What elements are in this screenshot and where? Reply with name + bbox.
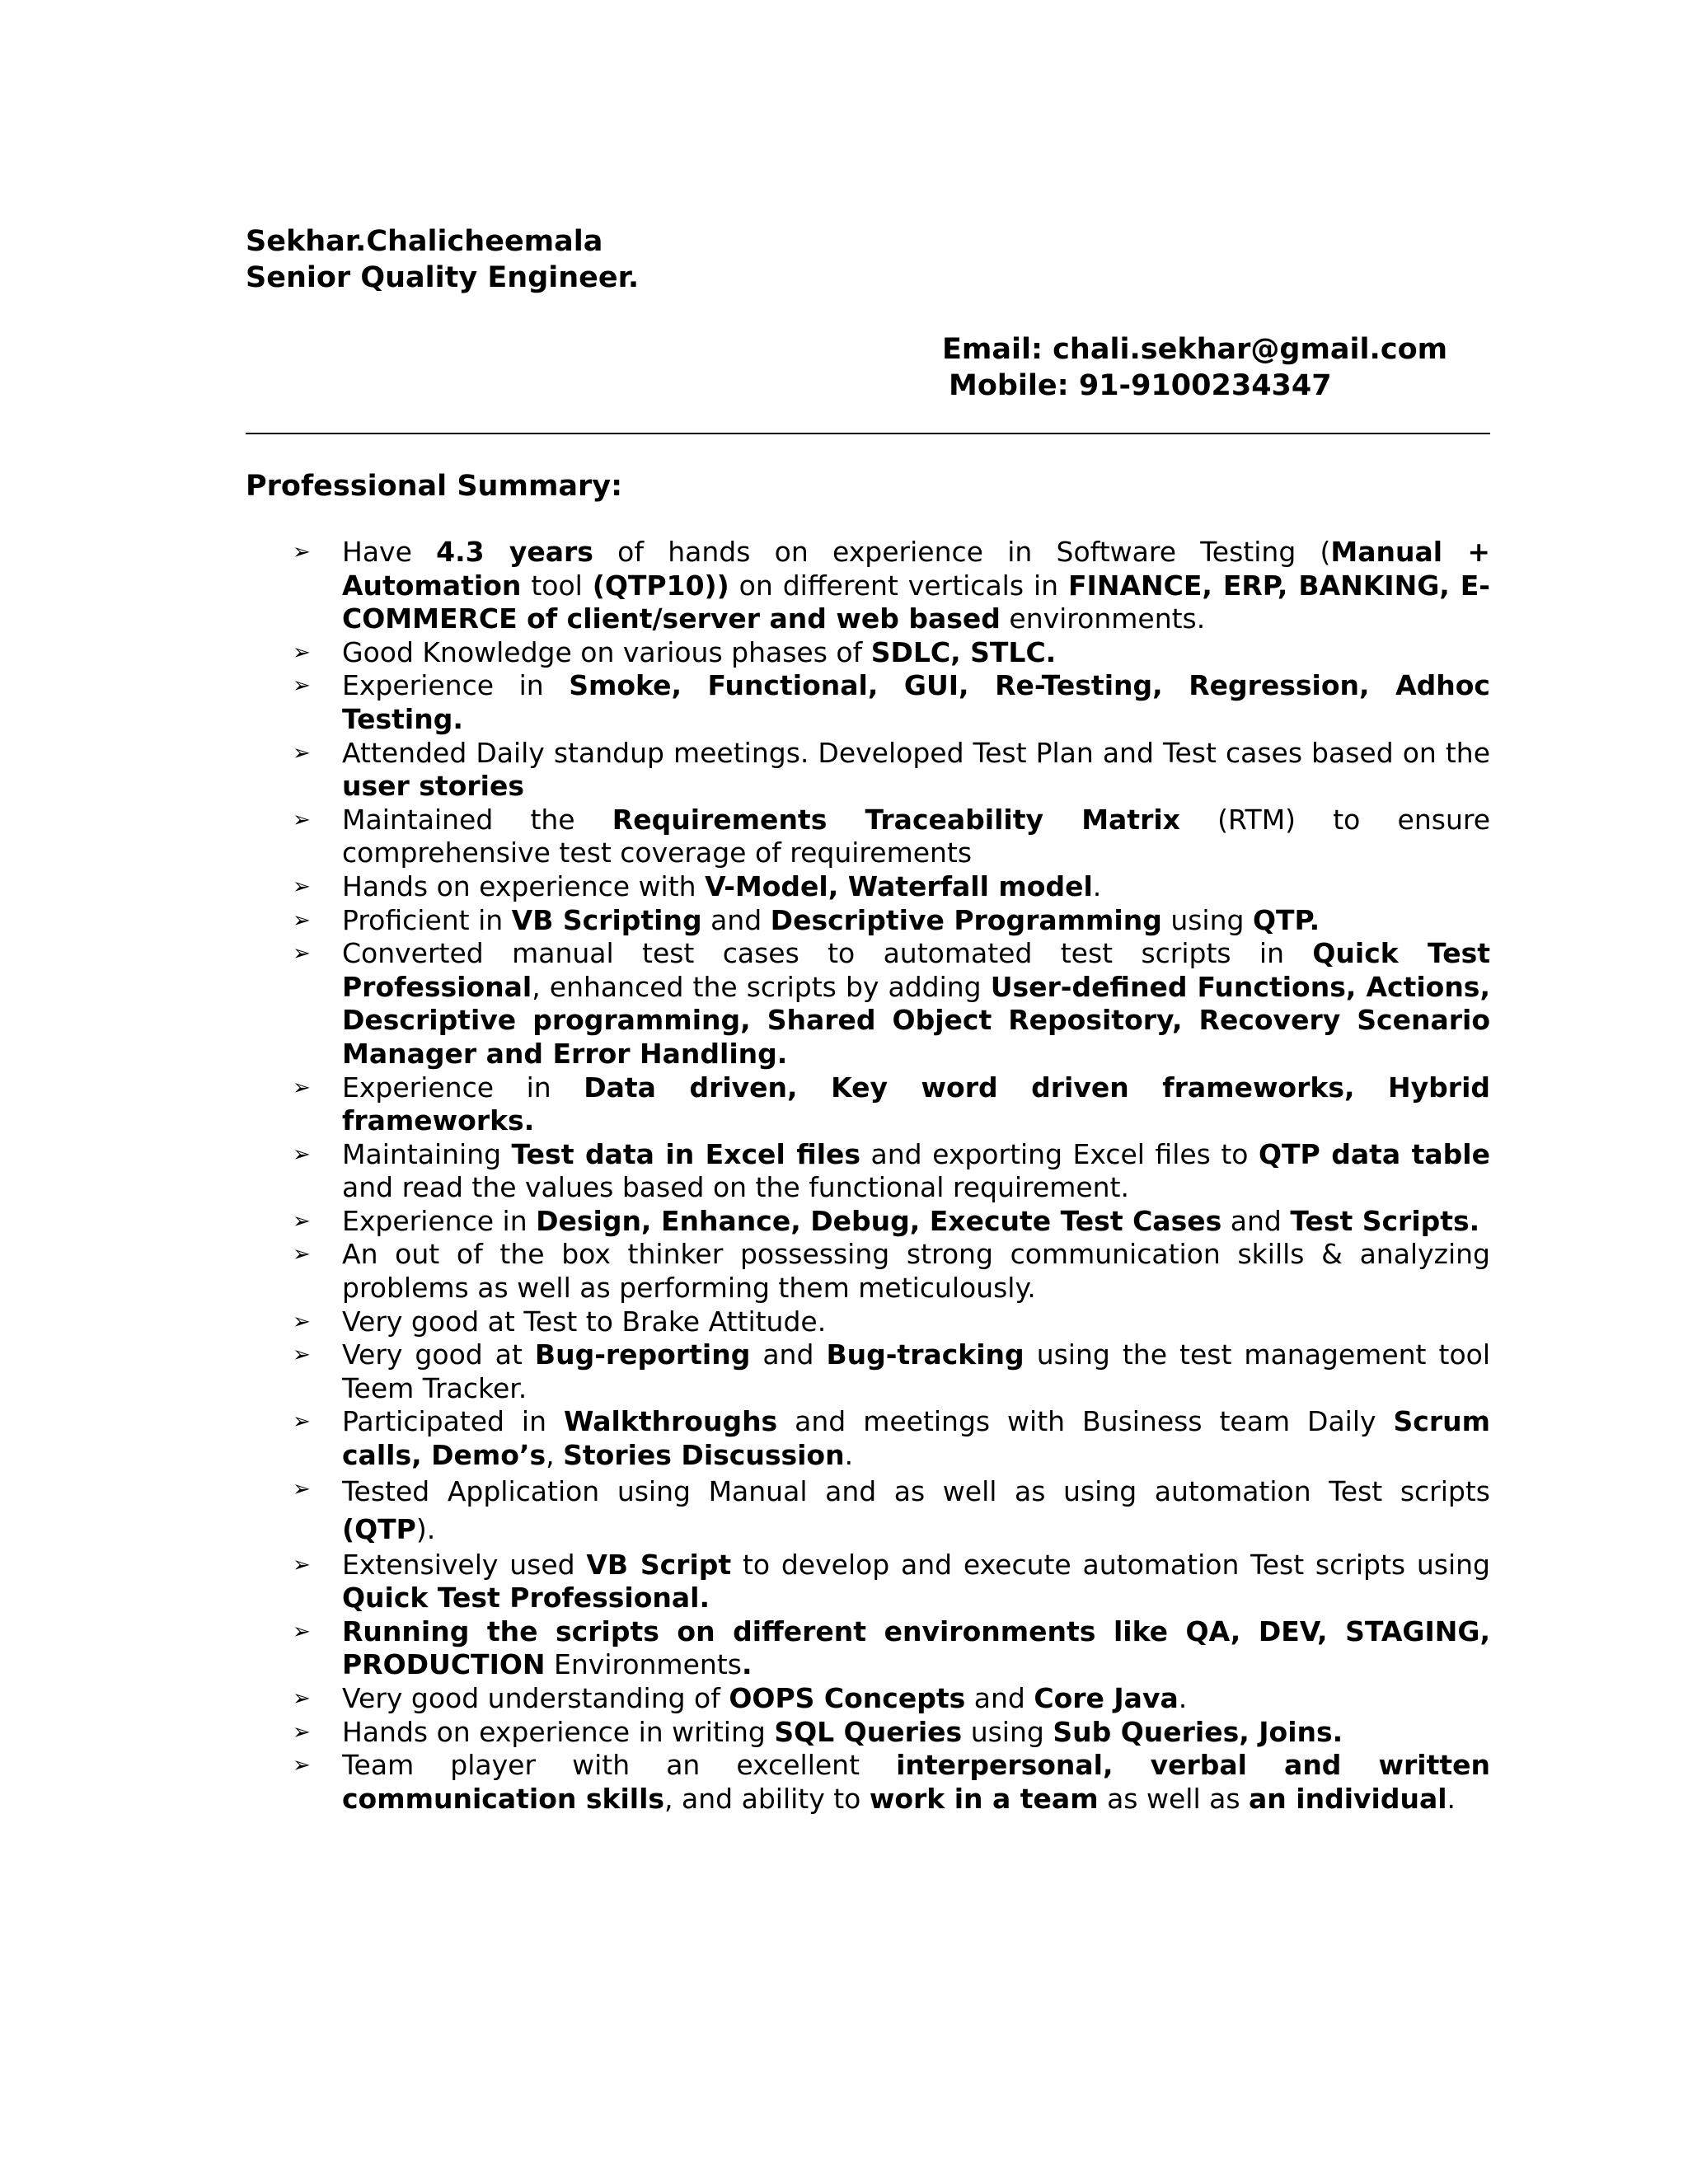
summary-item (293, 1716, 1490, 1750)
summary-text: and (965, 1682, 1034, 1714)
arrow-bullet-icon: ➢ (293, 1552, 311, 1577)
summary-item (293, 1305, 1490, 1339)
summary-bold-text: FINANCE, ERP, BANKING, E-COMMERCE of client/server and web based (342, 569, 1491, 635)
summary-bold-text: Manual + Automation (342, 536, 1490, 602)
summary-bold-text: user stories (342, 770, 524, 803)
summary-text: , (546, 1439, 564, 1472)
summary-item (293, 1405, 1490, 1472)
summary-text: Team player with an excellent (342, 1749, 897, 1782)
summary-text: . (1178, 1682, 1188, 1714)
summary-text: Experience in (342, 1071, 584, 1104)
arrow-bullet-icon: ➢ (293, 874, 311, 899)
summary-bold-text: Scrum calls, Demo’s (342, 1405, 1490, 1472)
summary-bold-text: 4.3 years (436, 536, 593, 568)
arrow-bullet-icon: ➢ (293, 1409, 311, 1435)
summary-item (293, 669, 1490, 736)
summary-bold-text: VB Script (586, 1548, 732, 1581)
summary-item (293, 536, 1490, 636)
arrow-bullet-icon: ➢ (293, 673, 311, 699)
summary-text: Hands on experience with (342, 869, 706, 902)
summary-bold-text: (QTP (342, 1512, 416, 1545)
arrow-bullet-icon: ➢ (293, 1141, 311, 1167)
summary-bold-text: Core Java (1034, 1682, 1179, 1714)
summary-bold-text: . (741, 1648, 753, 1681)
summary-text: Maintained the (342, 803, 612, 836)
summary-text: and (750, 1338, 827, 1371)
summary-text: using (962, 1715, 1053, 1748)
summary-bold-text: Test data in Excel files (511, 1137, 861, 1170)
header-divider (246, 433, 1490, 434)
summary-text: , enhanced the scripts by adding (532, 970, 991, 1003)
summary-text: , and ability to (664, 1782, 870, 1815)
summary-bold-text: QTP. (1252, 903, 1320, 936)
summary-list (293, 536, 1490, 1816)
email-line: Email: chali.sekhar@gmail.com (942, 333, 1448, 366)
summary-text: tool (521, 569, 593, 602)
summary-text: of hands on experience in Software Testing ( (593, 536, 1331, 568)
arrow-bullet-icon: ➢ (293, 907, 311, 933)
summary-item (293, 804, 1490, 870)
summary-text: Tested Application using Manual and as well as using automation Test scripts (342, 1474, 1490, 1507)
summary-text: Good Knowledge on various phases of (342, 635, 871, 668)
summary-bold-text: Sub Queries, Joins. (1053, 1715, 1343, 1748)
summary-text: Extensively used (342, 1548, 587, 1581)
summary-bold-text: OOPS Concepts (729, 1682, 966, 1714)
arrow-bullet-icon: ➢ (293, 1309, 311, 1334)
arrow-bullet-icon: ➢ (293, 1343, 311, 1368)
summary-item (293, 1749, 1490, 1816)
summary-bold-text: work in a team (869, 1782, 1099, 1815)
candidate-role: Senior Quality Engineer. (246, 261, 640, 294)
arrow-bullet-icon: ➢ (293, 807, 311, 832)
summary-text: Environments (545, 1648, 742, 1681)
summary-item (293, 1205, 1490, 1239)
summary-item (293, 1138, 1490, 1205)
summary-bold-text: Smoke, Functional, GUI, Re-Testing, Regression, Adhoc Testing. (342, 669, 1490, 735)
summary-bold-text: (QTP10)) (592, 569, 729, 602)
summary-text: on different verticals in (729, 569, 1069, 602)
summary-text: . (844, 1439, 854, 1472)
summary-item (293, 1549, 1490, 1615)
summary-text: environments. (1000, 602, 1206, 635)
summary-item (293, 1338, 1490, 1405)
summary-text: An out of the box thinker possessing strong communication skills & analyzing problems as well as performing them meticulously. (342, 1238, 1490, 1305)
summary-bold-text: Requirements Traceability Matrix (612, 803, 1180, 836)
summary-text: Very good understanding of (342, 1682, 729, 1714)
summary-bold-text: Design, Enhance, Debug, Execute Test Cases (536, 1204, 1222, 1237)
summary-bold-text: Walkthroughs (563, 1405, 778, 1438)
summary-text: using the test management tool Teem Tracker. (342, 1338, 1490, 1404)
summary-item (293, 1238, 1490, 1305)
summary-bold-text: an individual (1249, 1782, 1447, 1815)
summary-item (293, 737, 1490, 804)
summary-text: Experience in (342, 1204, 537, 1237)
summary-text: Attended Daily standup meetings. Developed Test Plan and Test cases based on the (342, 736, 1490, 769)
summary-bold-text: VB Scripting (511, 903, 702, 936)
summary-text: and exporting Excel files to (860, 1137, 1259, 1170)
arrow-bullet-icon: ➢ (293, 1719, 311, 1745)
summary-text: (RTM) to ensure comprehensive test coverage of requirements (342, 803, 1490, 869)
candidate-name: Sekhar.Chalicheemala (246, 225, 603, 258)
summary-item (293, 1473, 1490, 1549)
summary-text: Very good at Test to Brake Attitude. (342, 1305, 827, 1338)
arrow-bullet-icon: ➢ (293, 1619, 311, 1644)
summary-text: . (1092, 869, 1102, 902)
summary-bold-text: Stories Discussion (563, 1439, 845, 1472)
summary-bold-text: SDLC, STLC. (870, 635, 1057, 668)
summary-text: and (701, 903, 771, 936)
summary-bold-text: Bug-reporting (534, 1338, 751, 1371)
summary-item (293, 937, 1490, 1071)
summary-text: Maintaining (342, 1137, 512, 1170)
arrow-bullet-icon: ➢ (293, 1242, 311, 1268)
arrow-bullet-icon: ➢ (293, 1075, 311, 1100)
summary-bold-text: Bug-tracking (826, 1338, 1025, 1371)
summary-item (293, 636, 1490, 670)
summary-bold-text: Running the scripts on different environments like QA, DEV, STAGING, PRODUCTION (342, 1615, 1490, 1681)
arrow-bullet-icon: ➢ (293, 740, 311, 766)
arrow-bullet-icon: ➢ (293, 640, 311, 665)
summary-item (293, 904, 1490, 938)
summary-text: Experience in (342, 669, 570, 702)
summary-bold-text: User-defined Functions, Actions, Descriptive programming, Shared Object Repository, Recovery Scenario Manager and Error Handling. (342, 970, 1490, 1070)
summary-bold-text: Descriptive Programming (770, 903, 1162, 936)
summary-item (293, 1682, 1490, 1716)
arrow-bullet-icon: ➢ (293, 1208, 311, 1234)
summary-bold-text: Test Scripts. (1290, 1204, 1480, 1237)
summary-bold-text: Data driven, Key word driven frameworks, Hybrid frameworks. (342, 1071, 1491, 1137)
summary-text: to develop and execute automation Test scripts using (731, 1548, 1491, 1581)
summary-text: . (1447, 1782, 1456, 1815)
summary-bold-text: SQL Queries (774, 1715, 963, 1748)
arrow-bullet-icon: ➢ (293, 1753, 311, 1779)
summary-text: and read the values based on the functional requirement. (342, 1171, 1129, 1204)
summary-text: and meetings with Business team Daily (777, 1405, 1394, 1438)
arrow-bullet-icon: ➢ (293, 941, 311, 967)
summary-bold-text: interpersonal, verbal and written communication skills (342, 1749, 1490, 1815)
summary-item (293, 870, 1490, 904)
summary-text: as well as (1098, 1782, 1250, 1815)
summary-text: Participated in (342, 1405, 564, 1438)
summary-text: Have (342, 536, 437, 568)
summary-text: Very good at (342, 1338, 535, 1371)
summary-bold-text: QTP data table (1258, 1137, 1490, 1170)
summary-bold-text: Quick Test Professional (342, 937, 1490, 1003)
summary-bold-text: Quick Test Professional. (342, 1582, 710, 1615)
summary-text: using (1161, 903, 1253, 936)
arrow-bullet-icon: ➢ (293, 1476, 311, 1502)
arrow-bullet-icon: ➢ (293, 1686, 311, 1711)
summary-text: Converted manual test cases to automated test scripts in (342, 937, 1313, 970)
summary-bold-text: V-Model, Waterfall model (705, 869, 1093, 902)
summary-text: Proficient in (342, 903, 512, 936)
summary-text: Hands on experience in writing (342, 1715, 775, 1748)
summary-text: ). (415, 1512, 436, 1545)
mobile-line: Mobile: 91-9100234347 (949, 369, 1332, 402)
summary-item (293, 1615, 1490, 1682)
summary-item (293, 1071, 1490, 1138)
section-title-professional-summary: Professional Summary: (246, 470, 623, 503)
arrow-bullet-icon: ➢ (293, 540, 311, 565)
summary-text: and (1221, 1204, 1291, 1237)
